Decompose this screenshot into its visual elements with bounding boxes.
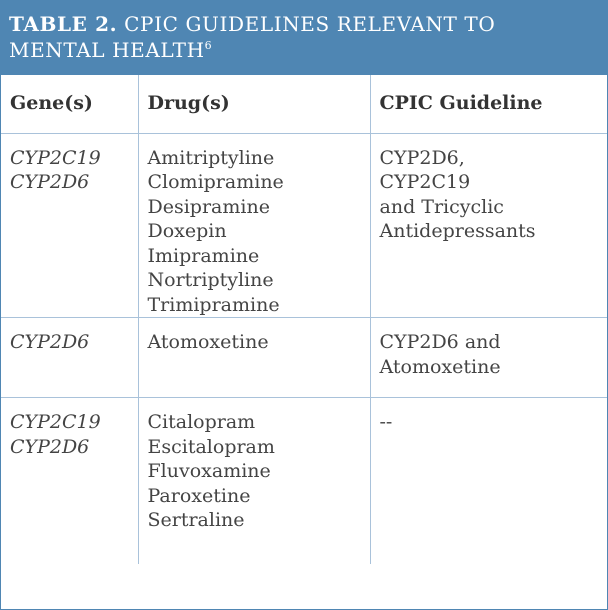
drug-name: Desipramine <box>147 195 270 218</box>
drug-name: Amitriptyline <box>147 146 275 169</box>
gene-name: CYP2D6 <box>10 435 90 458</box>
drug-name: Citalopram <box>147 411 256 433</box>
table-row <box>1 318 607 398</box>
header-guideline: CPIC Guideline <box>370 75 607 133</box>
drugs-cell <box>138 133 370 318</box>
drug-name: Clomipramine <box>147 171 284 193</box>
guideline-text: CYP2C19 <box>379 171 471 193</box>
guideline-text: Antidepressants <box>379 220 536 242</box>
guideline-text: -- <box>379 411 393 433</box>
table-title-footnote: 6 <box>204 39 213 52</box>
table-row <box>1 133 607 318</box>
genes-cell <box>1 398 138 565</box>
guideline-cell <box>370 133 607 318</box>
table-row <box>1 398 607 565</box>
drug-name: Sertraline <box>147 509 245 531</box>
genes-cell <box>1 318 138 398</box>
drugs-cell <box>138 398 370 565</box>
guideline-text: Atomoxetine <box>379 355 501 378</box>
drug-name: Fluvoxamine <box>147 460 271 482</box>
table-title <box>1 1 607 75</box>
drug-name: Doxepin <box>147 220 227 242</box>
drug-name: Atomoxetine <box>147 331 269 353</box>
drug-name: Imipramine <box>147 244 260 267</box>
drugs-cell <box>138 318 370 398</box>
drug-name: Paroxetine <box>147 484 251 507</box>
guideline-text: CYP2D6 and <box>379 331 501 353</box>
drug-name: Nortriptyline <box>147 269 274 291</box>
guideline-text: and Tricyclic <box>379 195 504 218</box>
gene-name: CYP2D6 <box>10 171 90 193</box>
gene-name: CYP2C19 <box>10 146 101 169</box>
table-header-row <box>1 75 607 133</box>
header-genes: Gene(s) <box>1 75 138 133</box>
drug-name: Trimipramine <box>147 293 280 316</box>
guideline-cell <box>370 398 607 565</box>
drug-name: Escitalopram <box>147 435 275 458</box>
guideline-text: CYP2D6, <box>379 146 465 169</box>
gene-name: CYP2D6 <box>10 331 90 353</box>
gene-name: CYP2C19 <box>10 411 101 433</box>
table-title-label: TABLE 2. <box>9 12 118 36</box>
guideline-cell <box>370 318 607 398</box>
guidelines-table <box>1 75 607 564</box>
genes-cell <box>1 133 138 318</box>
header-drugs: Drug(s) <box>138 75 370 133</box>
table-title-text: CPIC GUIDELINES RELEVANT TO MENTAL HEALTH <box>9 12 496 62</box>
